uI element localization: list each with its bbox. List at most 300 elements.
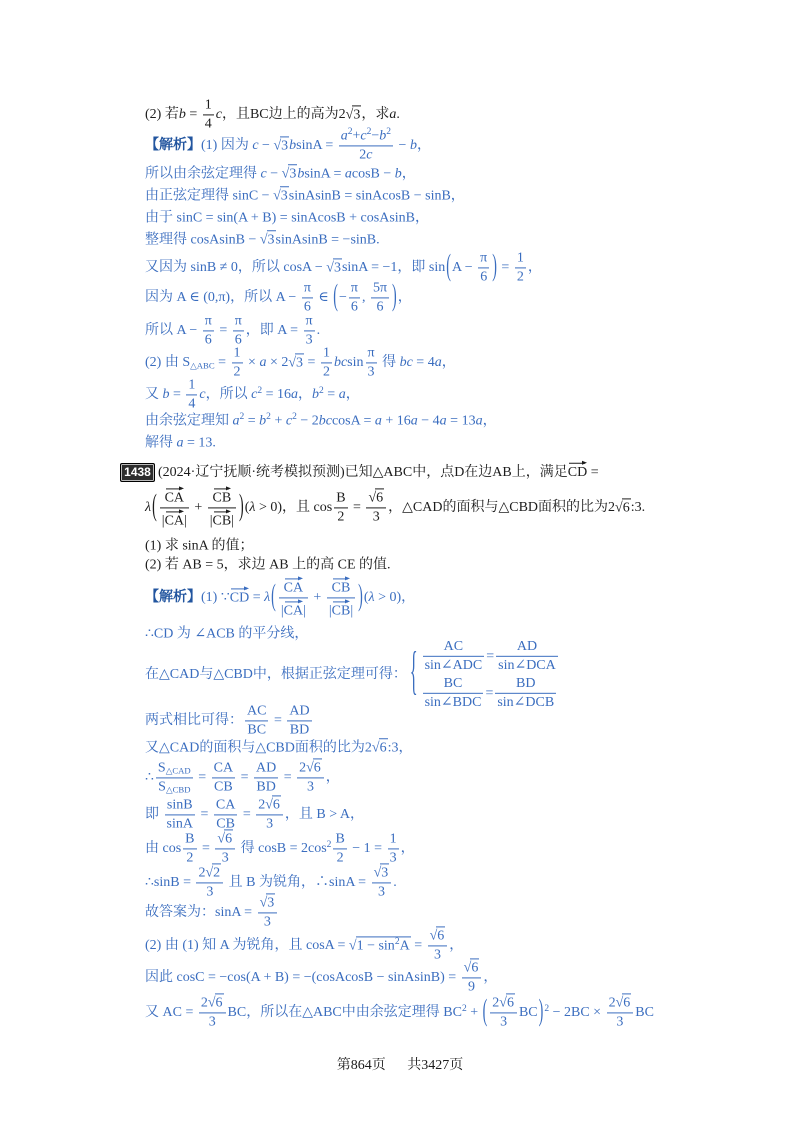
solution-line xyxy=(145,280,412,315)
fraction xyxy=(254,760,278,795)
denominator xyxy=(339,147,393,164)
math-text: = xyxy=(249,590,265,606)
solution-line xyxy=(145,231,380,249)
analysis-label: 【解析】 xyxy=(145,138,201,154)
math-text: 3 xyxy=(353,107,361,123)
math-text: 2 xyxy=(198,865,206,881)
math-text: π xyxy=(350,280,358,296)
superscript: 2 xyxy=(347,127,353,138)
square-root xyxy=(273,188,289,203)
math-text: 4 xyxy=(188,396,196,412)
square-root xyxy=(464,960,480,975)
math-text: ，即 A = xyxy=(245,323,302,339)
numerator xyxy=(215,831,235,849)
vector: CB xyxy=(213,486,232,506)
math-variable: b xyxy=(162,387,170,403)
math-variable: c xyxy=(366,147,373,163)
math-text: = xyxy=(270,713,286,729)
math-variable: b xyxy=(312,387,320,403)
numerator xyxy=(183,831,196,849)
solution-line xyxy=(145,313,320,348)
fraction xyxy=(372,865,392,900)
superscript: 2 xyxy=(544,1003,550,1014)
math-text: × xyxy=(244,355,260,371)
square-root xyxy=(372,740,388,755)
math-text: (2024·辽宁抚顺·统考模拟预测)已知△ABC中，点D在边AB上，满足 xyxy=(158,464,568,480)
math-text: BC xyxy=(518,1005,538,1021)
question-part-1-line xyxy=(145,537,254,555)
fraction xyxy=(165,797,195,832)
radicand xyxy=(506,993,515,1010)
math-text: | xyxy=(328,603,332,619)
superscript: 2 xyxy=(319,385,324,396)
math-variable: a xyxy=(439,413,447,429)
math-text: 即 xyxy=(145,807,163,823)
math-text: 3 xyxy=(377,884,385,900)
math-text: 3 xyxy=(296,355,304,371)
numerator xyxy=(478,250,489,268)
math-text: B xyxy=(336,490,346,506)
math-text: 2 xyxy=(233,364,241,380)
vector: CA xyxy=(165,486,184,506)
math-text: + 16 xyxy=(381,413,411,429)
math-text: ， xyxy=(416,138,431,154)
square-root xyxy=(260,895,276,910)
solution-line xyxy=(145,345,456,380)
fraction xyxy=(287,703,311,738)
subscript: △CBD xyxy=(165,784,191,795)
square-root xyxy=(326,260,342,275)
solution-line xyxy=(145,434,216,452)
radicand xyxy=(215,993,224,1010)
numerator xyxy=(372,865,392,883)
denominator xyxy=(371,299,389,316)
math-variable: a xyxy=(291,387,299,403)
numerator xyxy=(196,865,223,883)
fraction xyxy=(366,490,386,525)
superscript: 2 xyxy=(394,936,400,947)
math-text: sinA = xyxy=(296,138,337,154)
square-root xyxy=(265,797,281,812)
square-root xyxy=(205,865,221,880)
math-text: sinA xyxy=(166,816,193,832)
math-text: + xyxy=(270,413,286,429)
math-variable: λ xyxy=(264,590,271,606)
system-brace: { xyxy=(409,645,418,702)
math-text: = 4 xyxy=(412,355,435,371)
math-text: = xyxy=(587,464,599,480)
math-text: 在△CAD与△CBD中，根据正弦定理可得： xyxy=(145,667,407,683)
math-variable: b xyxy=(394,166,402,182)
math-text: AD xyxy=(516,638,538,654)
math-text: ，△CAD的面积与△CBD面积的比为2 xyxy=(388,500,616,516)
numerator xyxy=(495,676,556,694)
math-text: ∈ xyxy=(314,290,333,306)
numerator xyxy=(334,490,347,508)
fraction xyxy=(258,895,278,930)
math-variable: b xyxy=(379,128,387,144)
math-text: = xyxy=(497,260,513,276)
math-text: cosB − xyxy=(351,166,395,182)
math-text: 3 xyxy=(306,779,314,795)
numerator xyxy=(349,280,360,298)
numerator xyxy=(214,797,237,815)
math-text: 2 xyxy=(608,995,616,1011)
math-text: . xyxy=(316,323,321,339)
solution-line xyxy=(145,797,364,832)
big-parenthesis: ) xyxy=(538,995,544,1029)
math-text: . xyxy=(396,107,400,123)
fraction xyxy=(279,576,308,619)
math-text: (1) ∵ xyxy=(201,590,230,606)
math-text: CA xyxy=(215,797,236,813)
fraction xyxy=(366,345,377,380)
math-text: π xyxy=(367,345,375,361)
denominator xyxy=(490,1014,517,1031)
math-text: − xyxy=(258,138,274,154)
vector: CA xyxy=(165,510,184,530)
fraction xyxy=(156,760,193,795)
solution-line xyxy=(145,639,560,711)
math-text: = 13 xyxy=(446,413,476,429)
math-text: BD xyxy=(516,676,536,691)
math-text: + xyxy=(190,500,206,516)
math-variable: c xyxy=(260,166,267,182)
superscript: 2 xyxy=(266,412,271,423)
math-text: = xyxy=(169,387,185,403)
math-text: B xyxy=(335,831,345,847)
solution-line xyxy=(145,412,497,430)
math-variable: a xyxy=(176,435,184,451)
solution-line xyxy=(145,703,314,738)
vector: CB xyxy=(332,576,351,596)
math-text: 1 xyxy=(516,250,524,266)
math-text: 6 xyxy=(225,831,233,847)
math-text: 1 − sin xyxy=(356,938,395,954)
math-text: 1 xyxy=(188,377,196,393)
math-text: AD xyxy=(289,703,310,719)
numerator xyxy=(186,377,197,395)
fraction xyxy=(199,995,226,1030)
math-text: − xyxy=(371,128,380,144)
math-text: = xyxy=(410,938,426,954)
numerator xyxy=(208,486,236,508)
big-parenthesis: ( xyxy=(482,995,488,1029)
fraction xyxy=(183,831,196,866)
math-text: 1 xyxy=(204,97,212,113)
math-text: 又 xyxy=(145,387,163,403)
big-parenthesis: ( xyxy=(271,580,276,614)
vector: CB xyxy=(213,510,232,530)
math-text: 所以由余弦定理得 xyxy=(145,166,261,182)
radicand xyxy=(212,863,221,880)
big-parenthesis: ) xyxy=(239,490,244,524)
math-text: π xyxy=(305,313,313,329)
math-text: 3 xyxy=(280,188,288,204)
math-variable: bc xyxy=(333,355,348,371)
denominator xyxy=(388,850,399,867)
math-text: A − xyxy=(451,260,477,276)
denominator xyxy=(156,779,193,796)
math-text: sin∠BDC xyxy=(424,695,482,711)
math-text: 3 xyxy=(206,884,214,900)
denominator xyxy=(297,779,324,796)
big-parenthesis: ( xyxy=(446,250,451,284)
denominator xyxy=(327,599,355,620)
math-variable: λ xyxy=(145,500,152,516)
subscript: △ABC xyxy=(190,360,215,371)
square-root xyxy=(208,995,224,1010)
math-variable: λ xyxy=(249,500,256,516)
math-text: S xyxy=(157,760,166,776)
square-root xyxy=(306,760,322,775)
numerator xyxy=(245,703,268,721)
fraction xyxy=(321,345,332,380)
math-text: B xyxy=(185,831,195,847)
denominator xyxy=(496,657,558,674)
big-parenthesis: ) xyxy=(492,250,497,284)
math-variable: b xyxy=(259,413,267,429)
math-text: ， xyxy=(482,413,497,429)
math-text: + xyxy=(352,128,361,144)
fraction xyxy=(462,960,482,995)
numerator xyxy=(339,128,393,146)
denominator xyxy=(495,694,556,711)
math-text: 9 xyxy=(468,979,475,995)
numerator xyxy=(165,797,195,815)
numerator xyxy=(160,486,189,508)
math-text: (2) 由 S xyxy=(145,355,191,371)
math-variable: b xyxy=(409,138,417,154)
math-text: (2) 若 xyxy=(145,107,179,123)
equation-row xyxy=(421,676,560,711)
math-text: (1) 因为 xyxy=(201,138,253,154)
math-text: 1 xyxy=(389,831,397,847)
math-text: S xyxy=(158,779,166,795)
fraction xyxy=(333,831,346,866)
numerator xyxy=(302,280,313,298)
vector: CA xyxy=(284,600,303,620)
math-text: π xyxy=(204,313,212,329)
math-text: 6 xyxy=(313,760,321,776)
solution-line xyxy=(145,960,497,995)
math-text: 3 xyxy=(289,166,297,182)
math-text: 2 xyxy=(186,850,194,866)
denominator xyxy=(165,816,195,833)
square-root xyxy=(374,865,390,880)
math-text: − xyxy=(338,290,347,306)
math-text: (2) 若 AB = 5，求边 AB 上的高 CE 的值. xyxy=(145,557,391,573)
numerator xyxy=(371,280,389,298)
vector: CB xyxy=(332,600,351,620)
math-text: = xyxy=(485,685,494,701)
math-text: , xyxy=(361,290,369,306)
math-text: (2) 由 (1) 知 A 为锐角，且 cosA = xyxy=(145,938,349,954)
radicand xyxy=(622,993,631,1010)
math-text: 2 xyxy=(516,269,524,285)
numerator xyxy=(423,639,485,657)
math-text: 所以 A − xyxy=(145,323,201,339)
math-text: ，求 xyxy=(361,107,390,123)
math-text: sin∠DCA xyxy=(498,657,556,673)
math-text: 3 xyxy=(500,1014,508,1030)
math-text: 2 xyxy=(299,760,307,776)
radicand xyxy=(224,829,233,846)
fraction xyxy=(490,995,517,1030)
math-text: AC xyxy=(247,703,267,719)
math-text: 3 xyxy=(281,138,289,154)
math-text: 2 xyxy=(322,364,330,380)
problem-statement-line xyxy=(145,486,645,529)
fraction xyxy=(208,486,236,529)
math-text: CB xyxy=(216,816,235,832)
math-text: 6 xyxy=(376,490,384,506)
denominator xyxy=(279,599,308,620)
radicand xyxy=(375,488,384,505)
numerator xyxy=(156,760,193,778)
math-text: 6 xyxy=(506,995,514,1011)
numerator xyxy=(258,895,278,913)
numerator xyxy=(327,576,355,598)
math-text: 6 xyxy=(437,928,445,944)
square-root xyxy=(616,995,632,1010)
math-variable: λ xyxy=(368,590,375,606)
fraction xyxy=(214,797,237,832)
subscript: △CAD xyxy=(165,765,191,776)
math-text: ， xyxy=(449,938,464,954)
numerator xyxy=(321,345,332,363)
math-text: 3 xyxy=(433,947,441,963)
numerator xyxy=(279,576,308,598)
math-text: − 1 = xyxy=(348,841,386,857)
math-text: = xyxy=(214,355,230,371)
math-text: 3 xyxy=(333,260,341,276)
numerator xyxy=(232,345,243,363)
math-text: . xyxy=(393,875,397,891)
fraction xyxy=(245,703,268,738)
solution-line xyxy=(145,895,279,930)
radicand xyxy=(470,958,479,975)
fraction xyxy=(334,490,347,525)
denominator xyxy=(334,509,347,526)
numerator xyxy=(203,97,214,115)
equation-system xyxy=(421,639,560,711)
math-text: :3. xyxy=(630,500,646,516)
denominator xyxy=(186,396,197,413)
math-text: 2 xyxy=(359,147,367,163)
denominator xyxy=(515,269,526,286)
radicand xyxy=(267,230,276,247)
radicand xyxy=(356,936,411,953)
math-text: 6 xyxy=(471,960,479,976)
math-text: (1) 求 sinA 的值； xyxy=(145,538,254,554)
denominator xyxy=(333,850,346,867)
fraction xyxy=(327,576,355,619)
math-text: = 13. xyxy=(183,435,216,451)
numerator xyxy=(199,995,226,1013)
square-root xyxy=(217,831,233,846)
square-root xyxy=(349,938,411,953)
math-text: ， xyxy=(400,841,415,857)
math-text: ( xyxy=(244,500,250,516)
big-parenthesis: ( xyxy=(333,280,338,314)
math-text: | xyxy=(161,513,165,529)
denominator xyxy=(287,722,311,739)
math-text: 由正弦定理得 sinC − xyxy=(145,188,274,204)
math-text: ， xyxy=(441,355,456,371)
math-text: + xyxy=(466,1005,482,1021)
numerator xyxy=(423,676,484,694)
math-text: 整理得 cosAsinB − xyxy=(145,232,260,248)
denominator xyxy=(423,657,485,674)
square-root xyxy=(368,490,384,505)
denominator xyxy=(160,509,189,530)
math-text: ，且 B > A， xyxy=(284,807,364,823)
numerator xyxy=(254,760,278,778)
math-text: > 0)，且 cos xyxy=(255,500,333,516)
math-text: 2 xyxy=(492,995,500,1011)
fraction xyxy=(297,760,324,795)
math-text: BD xyxy=(289,722,310,738)
superscript: 2 xyxy=(292,412,297,423)
fraction xyxy=(423,676,484,711)
solution-line xyxy=(145,187,465,205)
fraction xyxy=(607,995,634,1030)
numerator xyxy=(287,703,311,721)
numerator xyxy=(304,313,315,331)
math-text: BC，所以在△ABC中由余弦定理得 BC xyxy=(227,1005,462,1021)
superscript: 2 xyxy=(257,385,263,396)
math-text: BC xyxy=(443,676,463,691)
math-text: | xyxy=(350,603,354,619)
math-text: = xyxy=(215,323,231,339)
math-variable: bc xyxy=(318,413,332,429)
fraction xyxy=(203,97,214,132)
math-text: − xyxy=(395,138,410,154)
math-text: sin xyxy=(347,355,364,371)
fraction xyxy=(215,831,235,866)
math-text: AD xyxy=(255,760,277,776)
math-text: − 2 xyxy=(296,413,319,429)
big-parenthesis: ) xyxy=(392,280,397,314)
math-variable: c xyxy=(199,387,206,403)
math-text: | xyxy=(280,603,284,619)
math-text: 两式相比可得： xyxy=(145,713,243,729)
fraction xyxy=(478,250,489,285)
math-text: = xyxy=(349,500,365,516)
math-text: | xyxy=(184,513,187,529)
numerator xyxy=(462,960,482,978)
math-text: sin∠DCB xyxy=(497,695,555,711)
math-text: 3 xyxy=(263,914,271,930)
math-text: π xyxy=(480,250,488,266)
denominator xyxy=(607,1014,634,1031)
radicand xyxy=(379,738,388,755)
math-text: 2 xyxy=(337,509,345,525)
radicand xyxy=(313,758,322,775)
math-text: ，所以 xyxy=(205,387,252,403)
math-text: 又△CAD的面积与△CBD面积的比为2 xyxy=(145,740,372,756)
fraction xyxy=(339,128,393,163)
solution-line xyxy=(145,128,431,163)
math-variable: c xyxy=(251,387,258,403)
vector: CA xyxy=(284,576,303,596)
math-text: = xyxy=(196,807,212,823)
math-variable: c xyxy=(360,128,367,144)
math-text: AC xyxy=(443,638,464,654)
math-text: 得 cosB = 2cos xyxy=(237,841,327,857)
numerator xyxy=(212,760,235,778)
